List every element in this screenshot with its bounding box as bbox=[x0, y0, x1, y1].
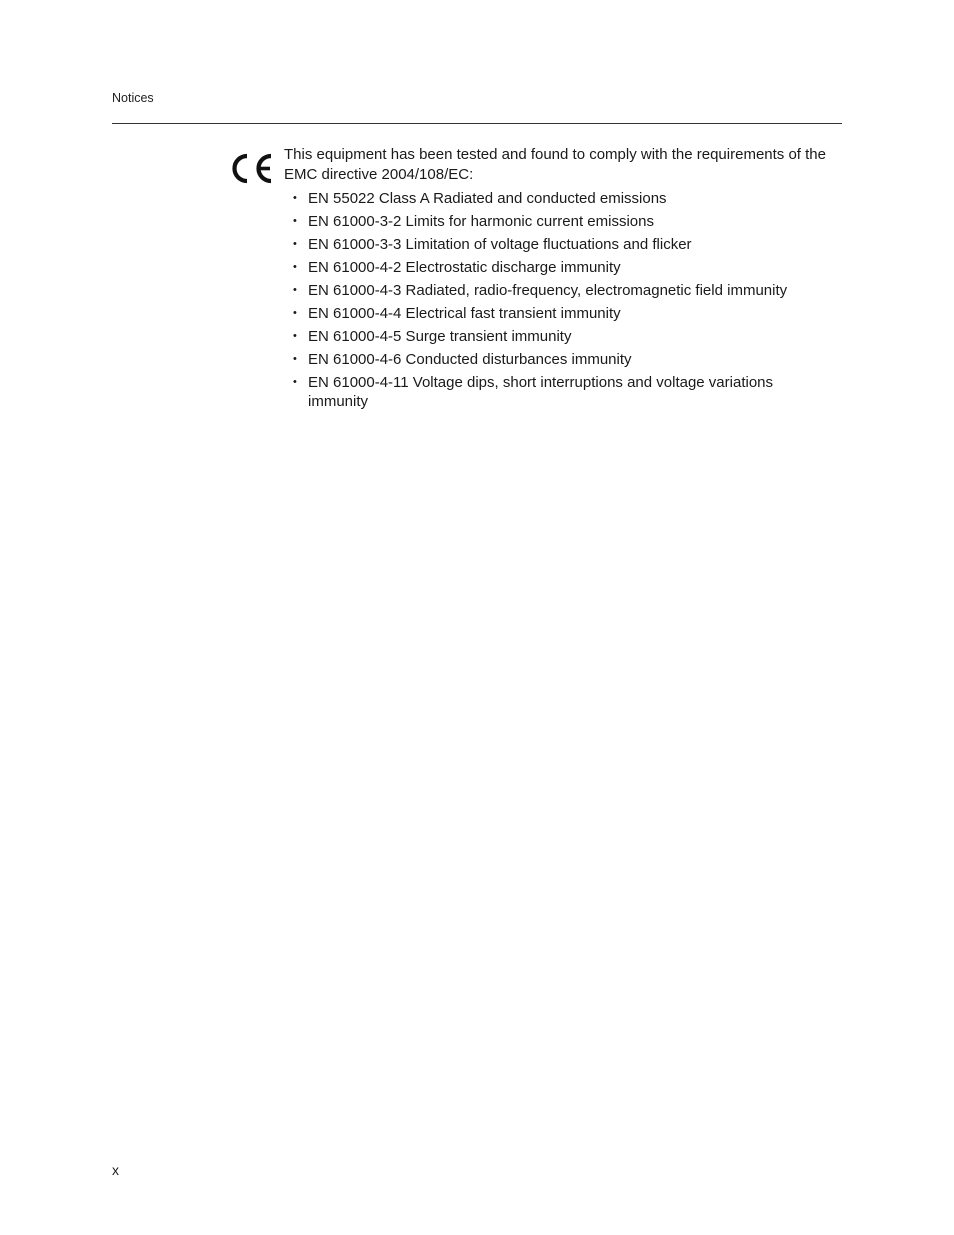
list-item: • EN 61000-3-2 Limits for harmonic current emissions bbox=[284, 212, 829, 231]
list-item: • EN 61000-3-3 Limitation of voltage fluctuations and flicker bbox=[284, 235, 829, 254]
list-item: • EN 55022 Class A Radiated and conducted emissions bbox=[284, 189, 829, 208]
emc-standards-list bbox=[284, 189, 829, 411]
list-item: • EN 61000-4-11 Voltage dips, short interruptions and voltage variations immunity bbox=[284, 373, 829, 411]
list-item: • EN 61000-4-5 Surge transient immunity bbox=[284, 327, 829, 346]
header-divider bbox=[112, 123, 842, 124]
list-item: • EN 61000-4-3 Radiated, radio-frequency, electromagnetic field immunity bbox=[284, 281, 829, 300]
list-item: • EN 61000-4-6 Conducted disturbances immunity bbox=[284, 350, 829, 369]
list-item: • EN 61000-4-2 Electrostatic discharge immunity bbox=[284, 258, 829, 277]
page-number: x bbox=[112, 1162, 119, 1178]
running-header: Notices bbox=[112, 91, 154, 105]
ce-mark-icon bbox=[228, 152, 274, 185]
ce-compliance-notice bbox=[284, 145, 829, 415]
compliance-statement: This equipment has been tested and found to comply with the requirements of the EMC directive 2004/108/EC: bbox=[284, 146, 826, 183]
list-item: • EN 61000-4-4 Electrical fast transient immunity bbox=[284, 304, 829, 323]
